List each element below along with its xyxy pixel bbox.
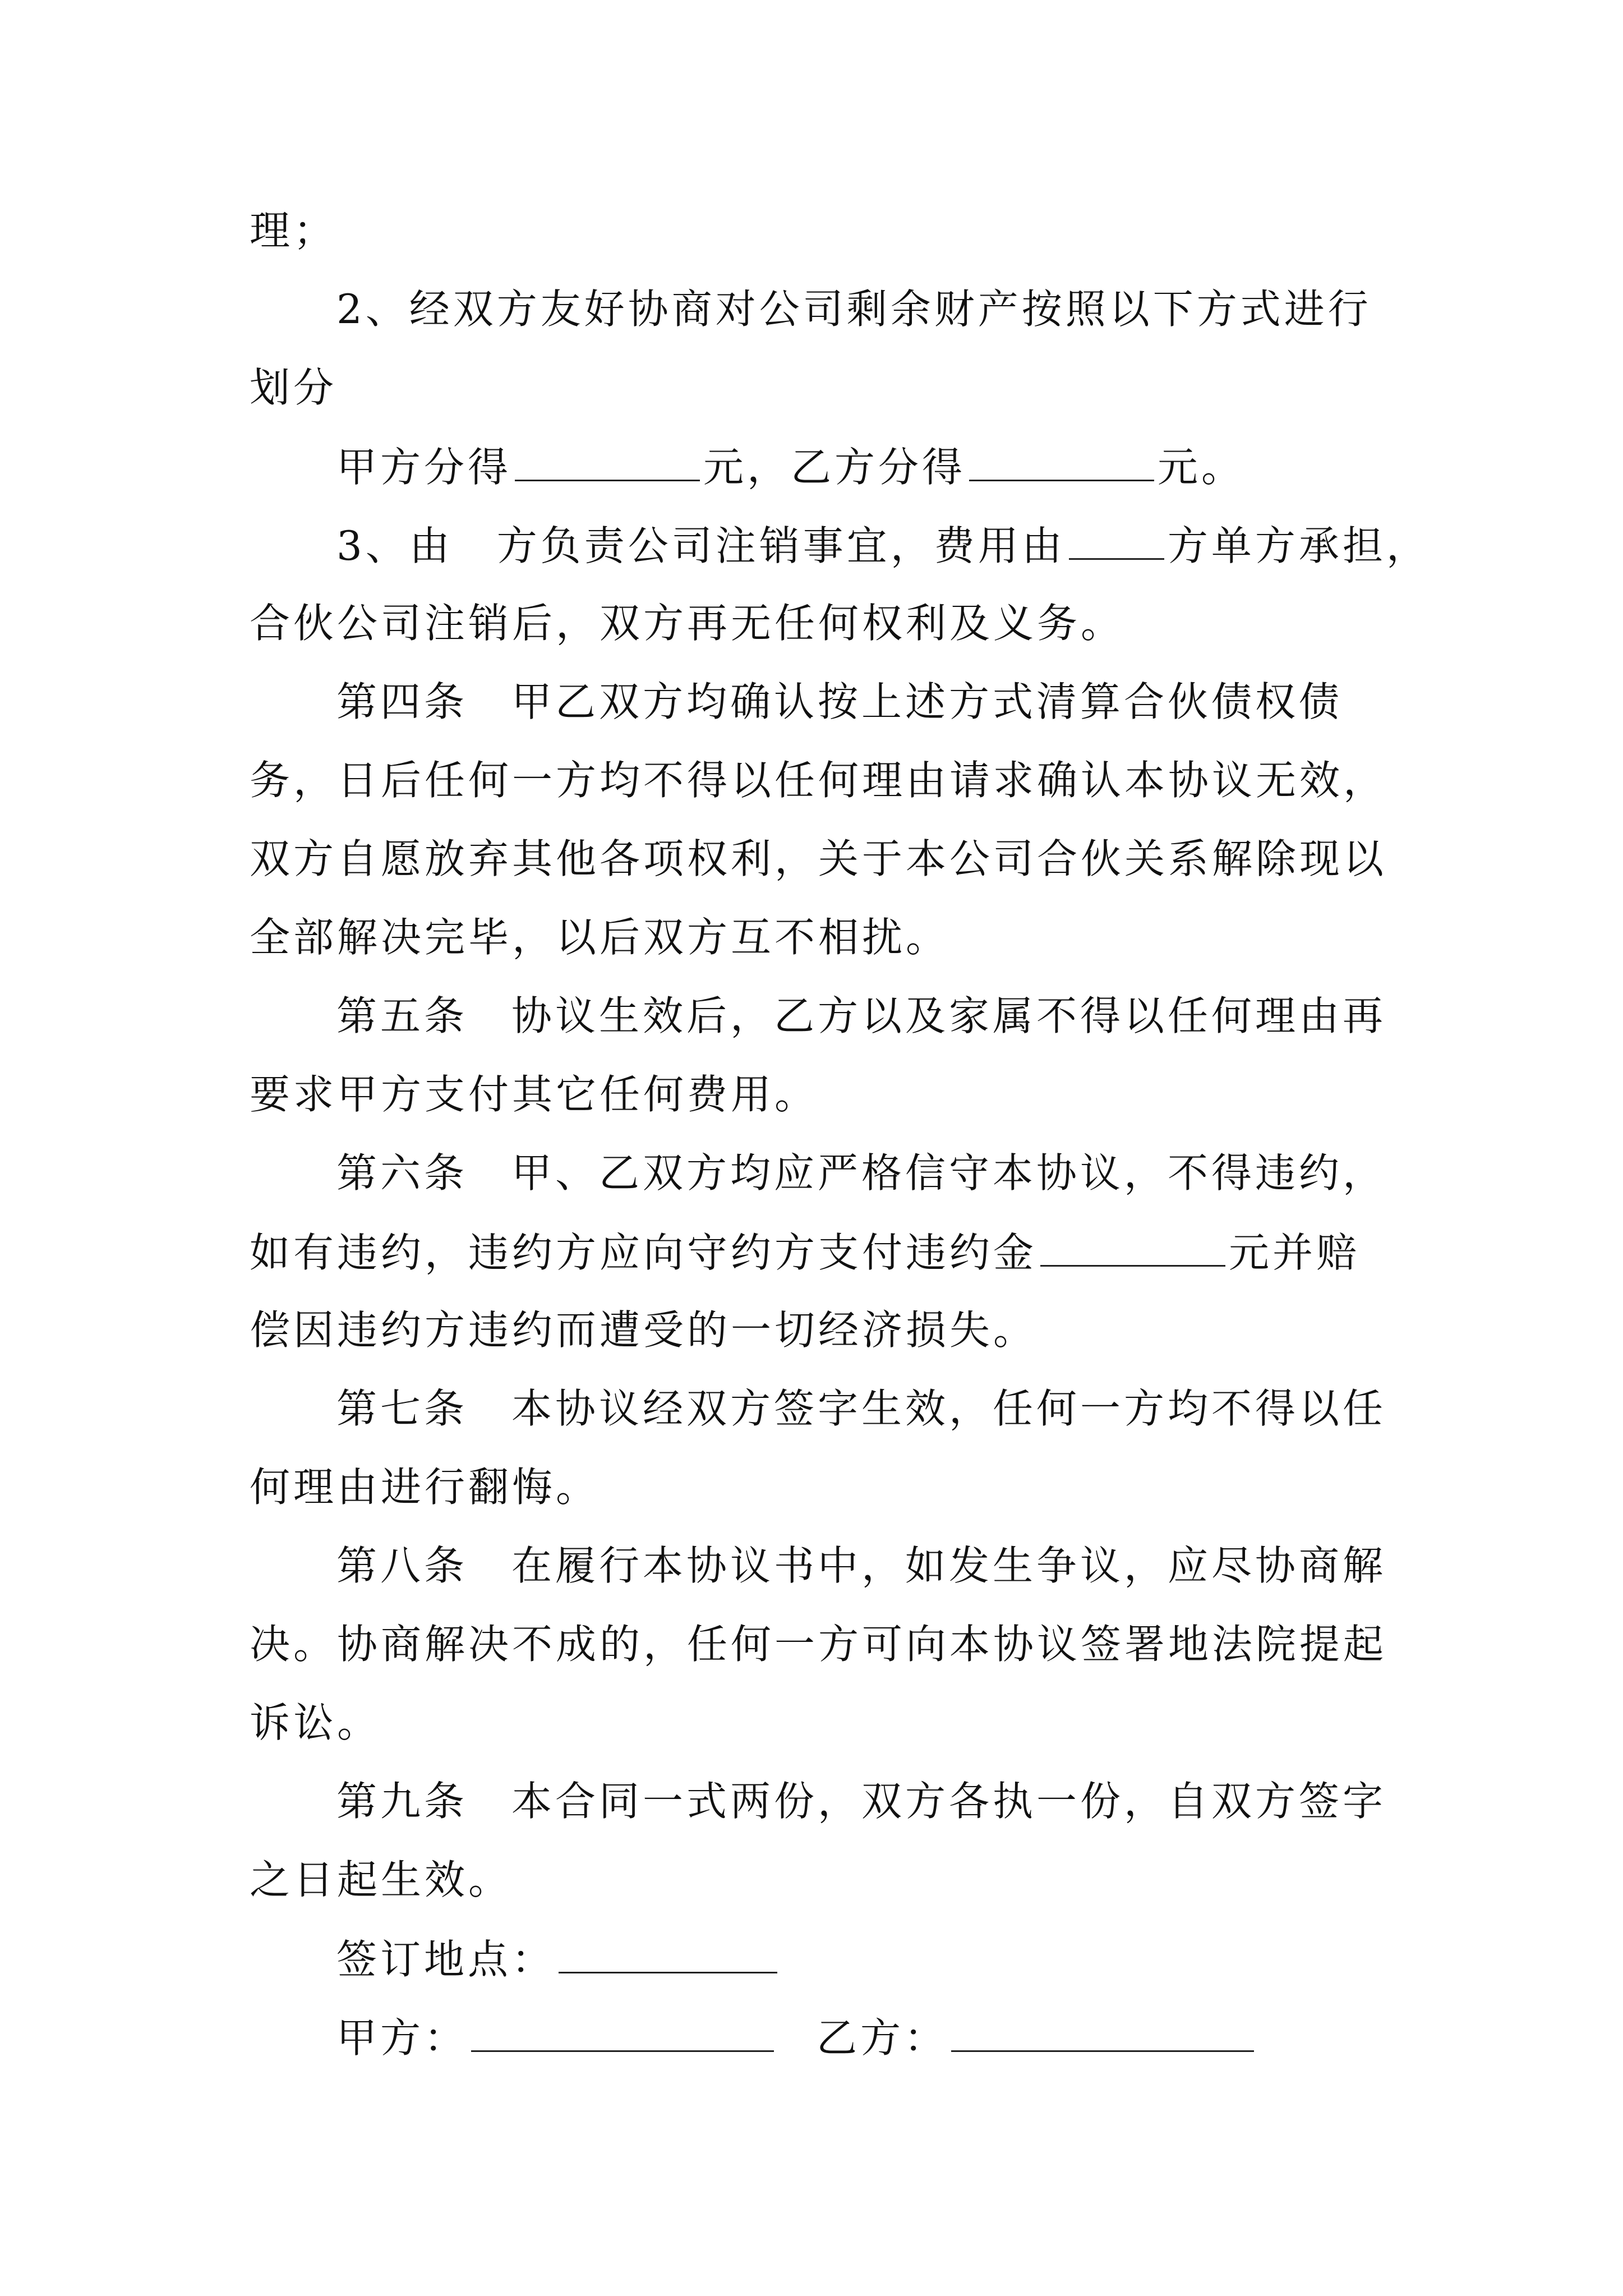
penalty-line (250, 1229, 1361, 1276)
clause-2: 2、经双方友好协商对公司剩余财产按照以下方式进行 (336, 286, 1372, 333)
signing-place-line (336, 1936, 781, 1983)
text-line: 双方自愿放弃其他各项权利，关于本公司合伙关系解除现以 (250, 835, 1387, 882)
signature-line (336, 2014, 1257, 2062)
text-line: 划分 (250, 364, 338, 411)
article-7: 第七条 本协议经双方签字生效，任何一方均不得以任 (336, 1385, 1387, 1432)
clause-3 (336, 522, 1430, 569)
party-a-signature-blank (471, 2017, 774, 2052)
text-line: 合伙公司注销后，双方再无任何权利及义务。 (250, 600, 1125, 647)
article-5: 第五条 协议生效后，乙方以及家属不得以任何理由再 (336, 992, 1387, 1039)
penalty-amount-blank (1040, 1231, 1225, 1267)
party-a-amount-blank (515, 446, 700, 481)
party-a-label: 甲方： (336, 2014, 468, 2062)
text-line: 全部解决完毕，以后双方互不相扰。 (250, 914, 950, 961)
article-9: 第九条 本合同一式两份，双方各执一份，自双方签字 (336, 1778, 1387, 1825)
text-line: 之日起生效。 (250, 1856, 513, 1903)
text-line: 决。协商解决不成的，任何一方可向本协议签署地法院提起 (250, 1621, 1387, 1668)
article-8: 第八条 在履行本协议书中，如发生争议，应尽协商解 (336, 1542, 1387, 1589)
text-line: 要求甲方支付其它任何费用。 (250, 1071, 819, 1118)
text-line: 理； (250, 207, 338, 254)
label: 3、由 方负责公司注销事宜，费用由 (336, 522, 1066, 569)
text-line: 何理由进行翻悔。 (250, 1464, 600, 1511)
label: 甲方分得 (336, 444, 512, 491)
party-b-amount-blank (969, 446, 1154, 481)
article-4: 第四条 甲乙双方均确认按上述方式清算合伙债权债 (336, 678, 1343, 725)
party-b-label: 乙方： (817, 2014, 948, 2062)
text-line: 偿因违约方违约而遭受的一切经济损失。 (250, 1306, 1038, 1354)
label: 元，乙方分得 (703, 444, 966, 491)
label: 方单方承担， (1167, 522, 1430, 569)
signing-place-blank (559, 1938, 777, 1973)
cost-party-blank (1069, 524, 1164, 560)
label: 元。 (1158, 444, 1246, 491)
text-line: 务，日后任何一方均不得以任何理由请求确认本协议无效， (250, 757, 1387, 804)
party-b-signature-blank (951, 2017, 1254, 2052)
article-6: 第六条 甲、乙双方均应严格信守本协议，不得违约， (336, 1149, 1387, 1197)
signing-place-label: 签订地点： (336, 1936, 556, 1983)
label: 元并赔 (1229, 1229, 1361, 1276)
label: 如有违约，违约方应向守约方支付违约金 (250, 1229, 1038, 1276)
text-line: 诉讼。 (250, 1699, 381, 1746)
asset-division-line (336, 444, 1246, 491)
